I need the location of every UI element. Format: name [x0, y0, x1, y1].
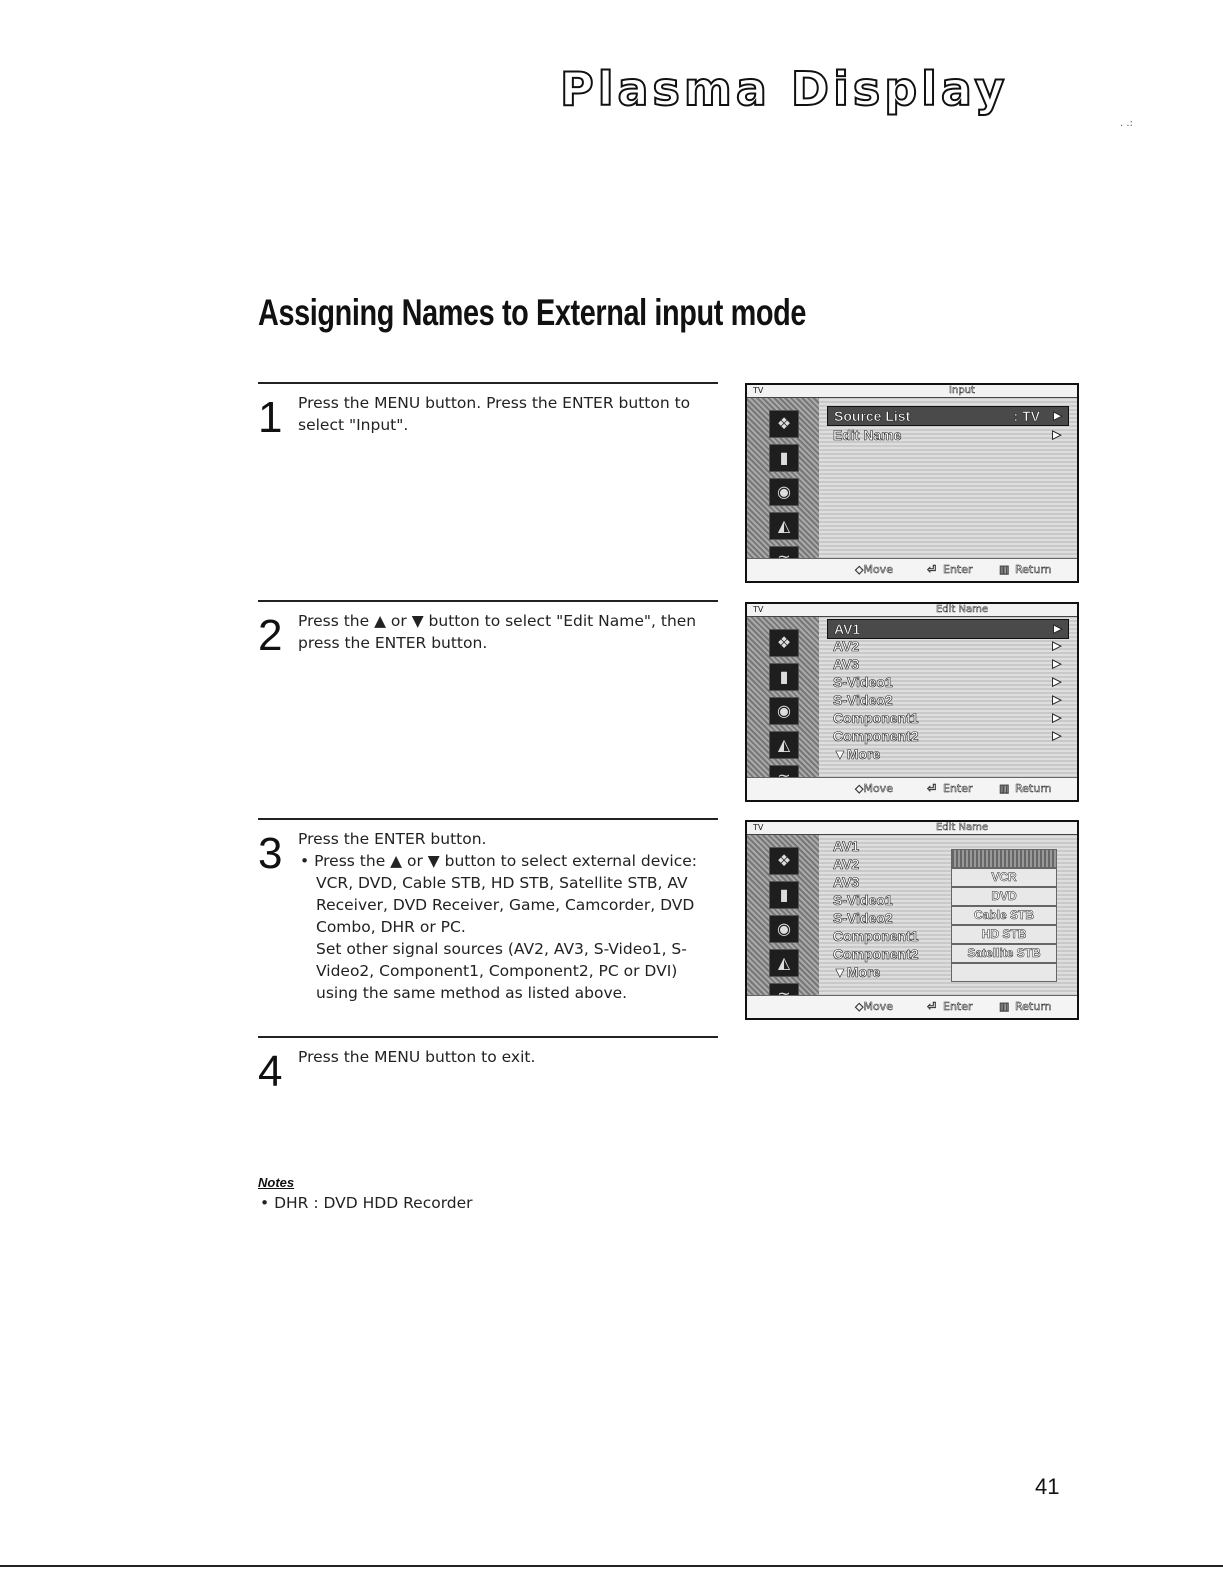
osd-row-label: Component2 [833, 728, 919, 744]
enter-icon: ⏎ [927, 563, 937, 576]
osd-row-label: AV2 [833, 638, 860, 654]
osd-menu-title: Edit Name [935, 604, 989, 615]
osd-row-label: Source List [834, 408, 911, 424]
osd-row-source-list[interactable] [827, 406, 1069, 426]
osd-row[interactable] [827, 727, 1067, 745]
osd-option[interactable] [951, 963, 1057, 982]
osd-row-label: Component1 [833, 710, 919, 726]
sound-icon: ▮ [769, 444, 799, 472]
osd-row-label: Component2 [833, 946, 919, 962]
setup-icon: ◭ [769, 731, 799, 759]
osd-footer-move: ◇Move [855, 1000, 893, 1013]
osd-row-label: ▼More [833, 746, 881, 762]
notes-label: Notes [258, 1175, 295, 1190]
osd-footer-return: Return [1015, 563, 1052, 576]
osd-option[interactable]: Cable STB [951, 906, 1057, 925]
return-icon: ▥ [999, 782, 1010, 795]
osd-title-bar [747, 385, 1077, 398]
enter-icon: ⏎ [927, 1000, 937, 1013]
step-extra: Set other signal sources (AV2, AV3, S-Video1, S-Video2, Component1, Component2, PC or DVI) using the same method as listed above. [316, 940, 687, 1002]
page-header-title: Plasma Display [560, 62, 1009, 116]
step-text [298, 610, 718, 654]
osd-row[interactable] [827, 655, 1067, 673]
osd-row-label: AV2 [833, 856, 860, 872]
setup-icon: ◭ [769, 512, 799, 540]
osd-row-edit-name[interactable] [827, 426, 1067, 444]
sound-icon: ▮ [769, 881, 799, 909]
osd-menu-list [819, 617, 1077, 778]
osd-footer [747, 558, 1077, 581]
step-line: Press the ▲ or ▼ button to select "Edit Name", then press the ENTER button. [298, 612, 697, 652]
osd-menu-title: Edit Name [935, 822, 989, 833]
osd-side-icons [747, 835, 819, 996]
arrow-right-icon: ▶ [1053, 410, 1062, 422]
osd-screen-input [745, 383, 1079, 583]
enter-icon: ⏎ [927, 782, 937, 795]
osd-footer-move: ◇Move [855, 563, 893, 576]
osd-row-label: S-Video1 [833, 674, 893, 690]
notes-item: • DHR : DVD HDD Recorder [260, 1194, 473, 1212]
osd-row-more[interactable] [827, 963, 947, 981]
osd-option[interactable]: Satellite STB [951, 944, 1057, 963]
step-line: Press the MENU button to exit. [298, 1048, 536, 1066]
osd-option[interactable]: DVD [951, 887, 1057, 906]
step-text [298, 392, 718, 436]
osd-screen-edit-name-options [745, 820, 1079, 1020]
osd-row[interactable] [827, 619, 1069, 639]
corner-mark: . .: [1120, 118, 1133, 129]
osd-footer-enter: Enter [943, 1000, 973, 1013]
osd-row-label: S-Video2 [833, 692, 893, 708]
osd-row[interactable] [827, 945, 947, 963]
osd-title-bar [747, 822, 1077, 835]
osd-menu-list [819, 398, 1077, 559]
osd-row-label: Component1 [833, 928, 919, 944]
setup-icon: ◭ [769, 949, 799, 977]
osd-footer [747, 995, 1077, 1018]
osd-row[interactable] [827, 637, 1067, 655]
osd-row-label: S-Video2 [833, 910, 893, 926]
picture-icon: ❖ [769, 410, 799, 438]
osd-row[interactable] [827, 873, 947, 891]
picture-icon: ❖ [769, 629, 799, 657]
osd-row-label: S-Video1 [833, 892, 893, 908]
osd-footer-move: ◇Move [855, 782, 893, 795]
osd-menu-list [819, 835, 1077, 996]
section-heading: Assigning Names to External input mode [258, 292, 807, 333]
osd-screen-edit-name [745, 602, 1079, 802]
arrow-right-icon: ▶ [1052, 676, 1061, 688]
step-3 [258, 818, 718, 1020]
osd-row[interactable] [827, 927, 947, 945]
step-text [298, 828, 718, 1004]
sound-icon: ▮ [769, 663, 799, 691]
osd-row-label: AV3 [833, 656, 860, 672]
osd-footer-enter: Enter [943, 782, 973, 795]
step-text [298, 1046, 718, 1068]
arrow-right-icon: ▶ [1052, 429, 1061, 441]
osd-menu-title: Input [949, 385, 975, 396]
step-1 [258, 382, 718, 584]
page-number: 41 [1035, 1474, 1060, 1499]
osd-side-icons [747, 398, 819, 559]
arrow-right-icon: ▶ [1052, 712, 1061, 724]
osd-row[interactable] [827, 909, 947, 927]
osd-row[interactable] [827, 673, 1067, 691]
osd-row[interactable] [827, 891, 947, 909]
osd-tv-label: TV [753, 823, 764, 832]
step-number: 3 [258, 829, 283, 878]
osd-row[interactable] [827, 709, 1067, 727]
step-number: 4 [258, 1047, 283, 1096]
step-number: 2 [258, 611, 283, 660]
osd-row[interactable] [827, 691, 1067, 709]
channel-icon: ◉ [769, 478, 799, 506]
osd-row-more[interactable] [827, 745, 1067, 763]
osd-option[interactable]: HD STB [951, 925, 1057, 944]
step-line: Press the ENTER button. [298, 830, 487, 848]
osd-row-label: Edit Name [833, 427, 902, 443]
arrow-right-icon: ▶ [1053, 623, 1062, 635]
arrow-right-icon: ▶ [1052, 640, 1061, 652]
arrow-right-icon: ▶ [1052, 658, 1061, 670]
osd-option[interactable]: VCR [951, 868, 1057, 887]
osd-row-label: AV1 [833, 838, 860, 854]
osd-row-label: ▼More [833, 964, 881, 980]
step-4 [258, 1036, 718, 1138]
osd-tv-label: TV [753, 605, 764, 614]
osd-row[interactable] [827, 855, 947, 873]
osd-side-icons [747, 617, 819, 778]
step-line: Press the MENU button. Press the ENTER button to select "Input". [298, 394, 691, 434]
arrow-right-icon: ▶ [1052, 730, 1061, 742]
osd-option[interactable] [951, 849, 1057, 868]
osd-footer-enter: Enter [943, 563, 973, 576]
arrow-right-icon: ▶ [1052, 694, 1061, 706]
osd-footer-return: Return [1015, 782, 1052, 795]
channel-icon: ◉ [769, 915, 799, 943]
step-2 [258, 600, 718, 802]
osd-row-value: : TV [1013, 408, 1040, 424]
step-number: 1 [258, 393, 283, 442]
osd-title-bar [747, 604, 1077, 617]
step-bullet: • Press the ▲ or ▼ button to select external device: VCR, DVD, Cable STB, HD STB, Satellite STB, AV Receiver, DVD Receiver, Game, Camcorder, DVD Combo, DHR or PC. [300, 852, 697, 936]
osd-footer-return: Return [1015, 1000, 1052, 1013]
osd-row-label: AV3 [833, 874, 860, 890]
bottom-rule [0, 1565, 1223, 1567]
return-icon: ▥ [999, 563, 1010, 576]
osd-row[interactable] [827, 837, 947, 855]
osd-row-label: AV1 [834, 621, 861, 637]
return-icon: ▥ [999, 1000, 1010, 1013]
osd-tv-label: TV [753, 386, 764, 395]
picture-icon: ❖ [769, 847, 799, 875]
osd-footer [747, 777, 1077, 800]
channel-icon: ◉ [769, 697, 799, 725]
